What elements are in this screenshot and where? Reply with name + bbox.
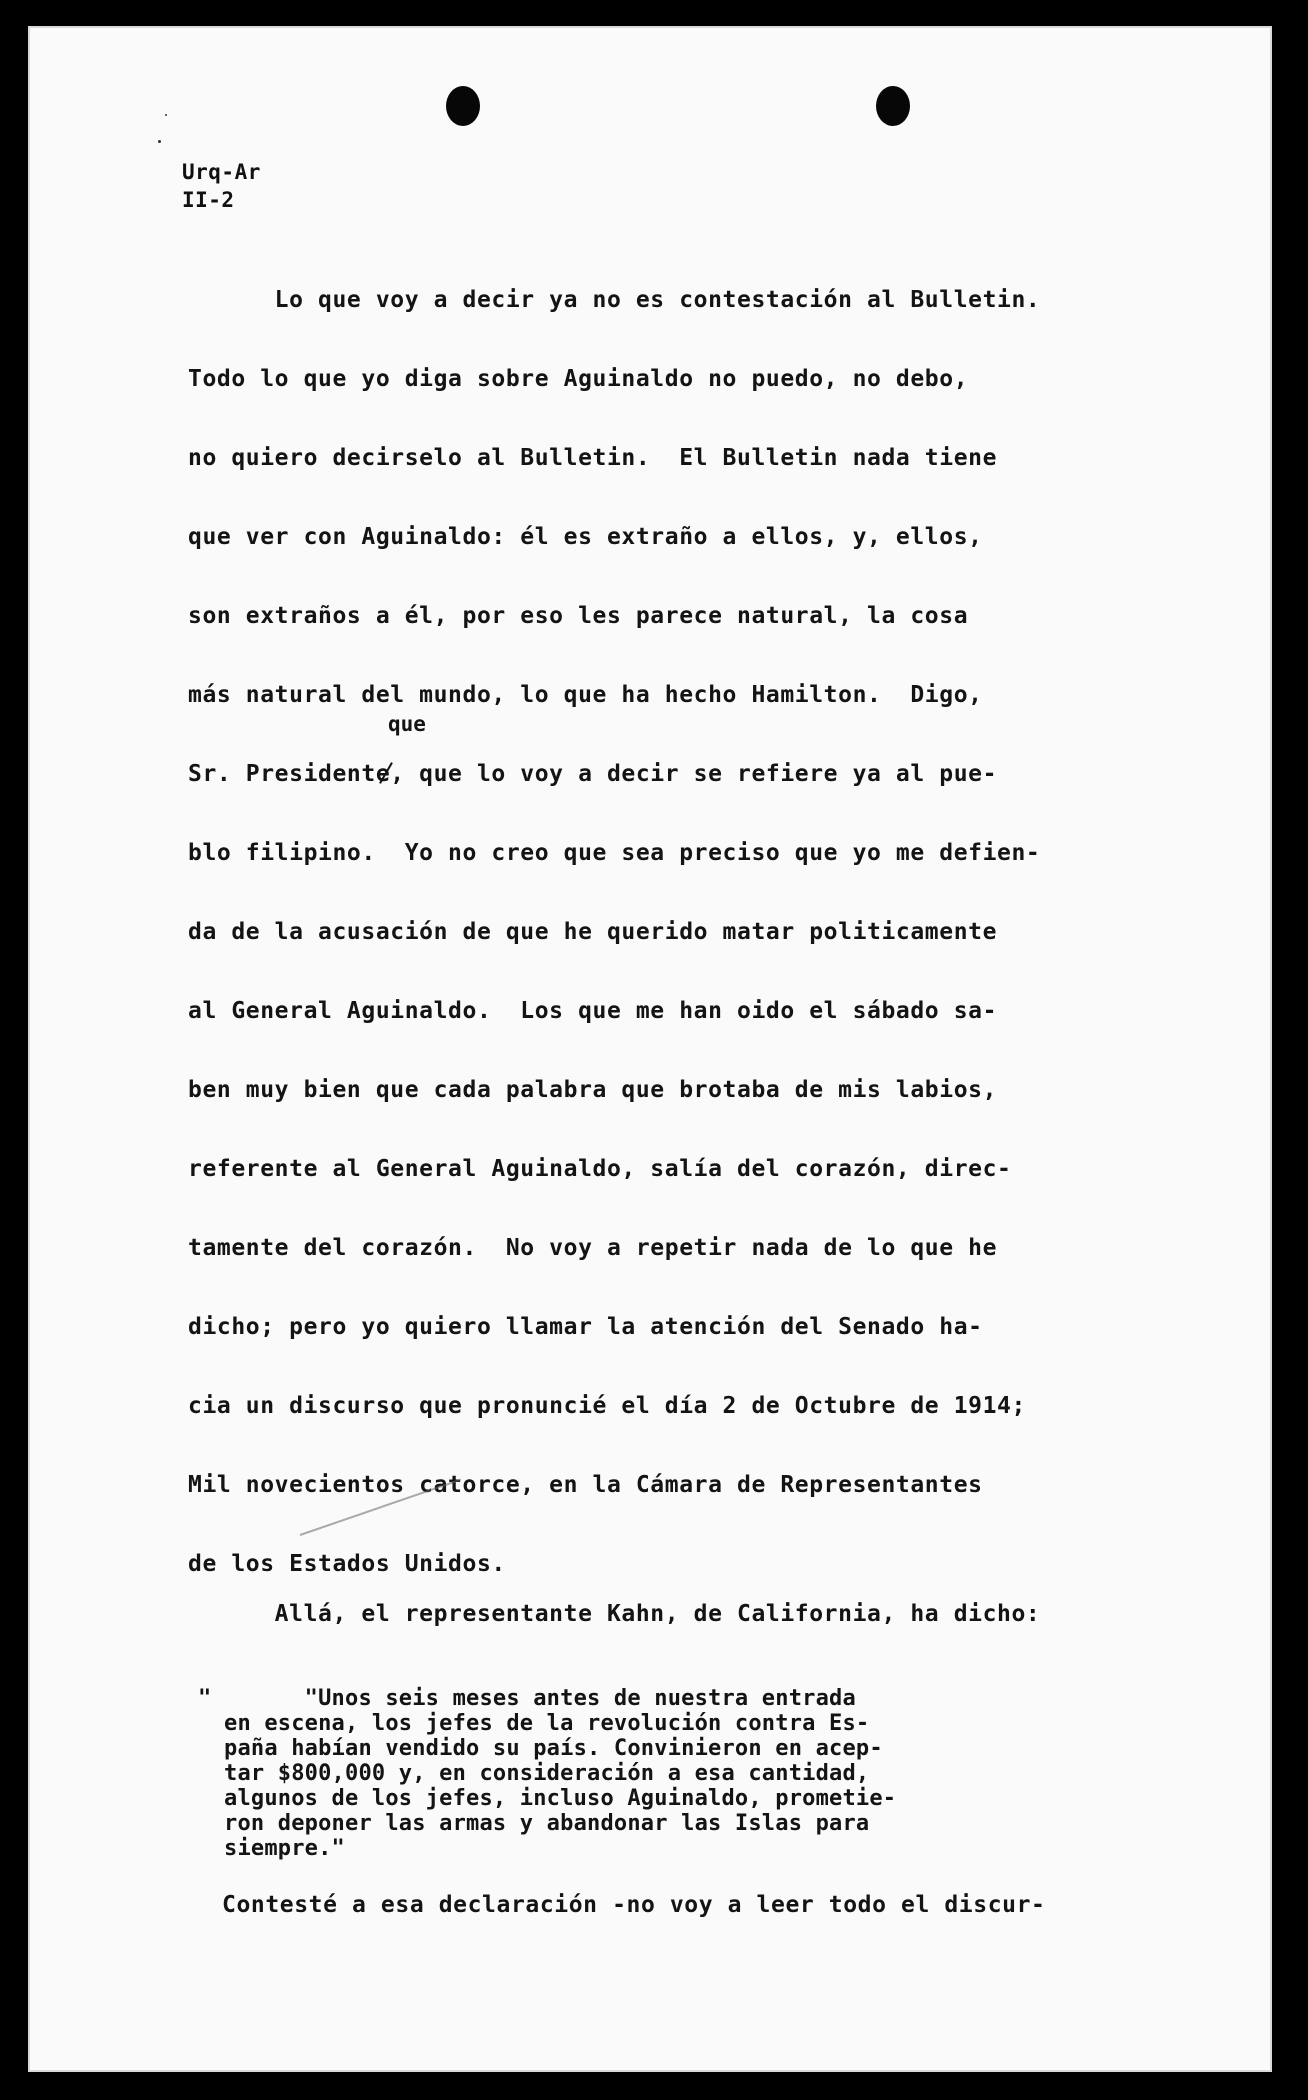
reference-line: Urq-Ar [182,160,261,184]
text-line: no quiero decirselo al Bulletin. El Bulletin nada tiene [188,445,998,471]
typed-body-text [188,285,1128,1678]
text-line: de los Estados Unidos. [188,1551,506,1577]
quote-line: siempre." [224,1836,346,1861]
interlinear-insertion: que [388,712,426,736]
text-line: Allá, el representante Kahn, de California, ha dicho: [188,1601,1041,1627]
ink-speck [158,140,161,143]
ink-speck [165,114,167,116]
text-line: más natural del mundo, lo que ha hecho Hamilton. Digo, [188,682,983,708]
text-line: cia un discurso que pronuncié el día 2 de Octubre de 1914; [188,1393,1026,1419]
text-line: ben muy bien que cada palabra que brotaba de mis labios, [188,1077,998,1103]
document-reference [182,158,261,214]
quote-line: paña habían vendido su país. Convinieron en acep- [224,1736,883,1761]
text-line: blo filipino. Yo no creo que sea preciso que yo me defien- [188,840,1041,866]
text-line: Sr. Presidente, que lo voy a decir se refiere ya al pue- [188,761,998,787]
text-line: al General Aguinaldo. Los que me han oido el sábado sa- [188,998,998,1024]
quote-line: tar $800,000 y, en consideración a esa cantidad, [224,1761,870,1786]
text-line: da de la acusación de que he querido matar politicamente [188,919,998,945]
text-line: referente al General Aguinaldo, salía del corazón, direc- [188,1156,1012,1182]
reference-line: II-2 [182,188,235,212]
text-line: Lo que voy a decir ya no es contestación al Bulletin. [188,287,1041,313]
punch-hole-right [876,86,910,126]
text-line: Mil novecientos catorce, en la Cámara de Representantes [188,1472,983,1498]
quote-line: en escena, los jefes de la revolución contra Es- [224,1711,870,1736]
quote-mark: " [198,1686,212,1711]
punch-hole-left [446,86,480,126]
block-quotation [224,1686,1104,1861]
quote-line: algunos de los jefes, incluso Aguinaldo, prometie- [224,1786,897,1811]
text-line: son extraños a él, por eso les parece natural, la cosa [188,603,969,629]
quote-line: "Unos seis meses antes de nuestra entrada [224,1686,856,1711]
text-line: tamente del corazón. No voy a repetir nada de lo que he [188,1235,998,1261]
text-line: dicho; pero yo quiero llamar la atención del Senado ha- [188,1314,983,1340]
text-line: que ver con Aguinaldo: él es extraño a ellos, y, ellos, [188,524,983,550]
quote-line: ron deponer las armas y abandonar las Islas para [224,1811,870,1836]
text-line: Todo lo que yo diga sobre Aguinaldo no puedo, no debo, [188,366,969,392]
closing-text-line: Contesté a esa declaración -no voy a leer todo el discur- [222,1892,1046,1918]
